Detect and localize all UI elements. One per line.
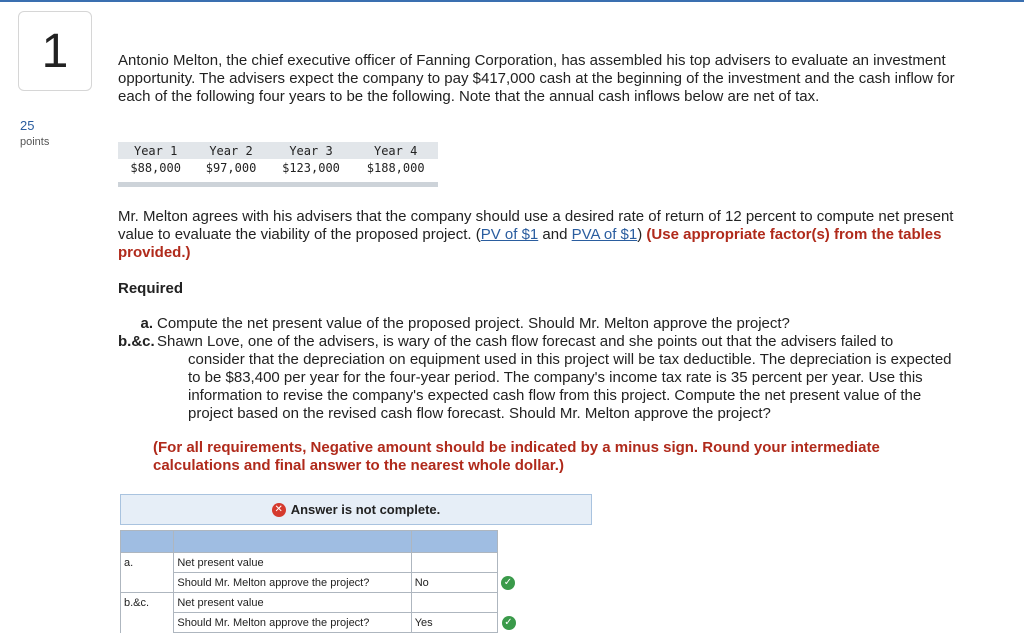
rate-paragraph (118, 208, 958, 262)
points-indicator (20, 118, 49, 150)
row-label (121, 613, 174, 633)
answer-header-cell (411, 531, 497, 553)
intro-text: Antonio Melton, the chief executive officer of Fanning Corporation, has assembled his top advisers to evaluate an investment opportunity. The advisers expect the company to pay $417,000 cash at the beginning of the investment and the cash inflow for each of the following four years to be the following. Note that the annual cash inflows below are net of tax. (118, 52, 955, 105)
rounding-note: (For all requirements, Negative amount should be indicated by a minus sign. Round your intermediate calculations and final answer to the nearest whole dollar.) (153, 439, 880, 474)
rate-text: Mr. Melton agrees with his advisers that the company should use a desired rate of return of 12 percent to compute net present value to evaluate the viability of the proposed project. ( (118, 208, 954, 243)
requirement-text-cont: consider that the depreciation on equipment used in this project will be tax deductible. The depreciation is expected to be $83,400 per year for the four-year period. The company's income tax rate is 35 percent per year. Use this information to revise the company's expected cash flow from this project. Compute the net present value of the project based on the revised cash flow forecast. Should Mr. Melton approve the project? (188, 351, 952, 422)
status-cell (498, 553, 520, 573)
status-cell (498, 573, 520, 593)
status-cell (498, 593, 520, 613)
row-label (121, 573, 174, 593)
requirement-item (118, 315, 958, 333)
row-label: b.&c. (121, 593, 174, 613)
row-description: Net present value (174, 593, 411, 613)
answer-header-cell (121, 531, 174, 553)
factor-instruction: (Use appropriate factor(s) from the tables provided.) (118, 226, 942, 261)
requirement-item (118, 333, 958, 423)
points-value: 25 (20, 118, 35, 133)
check-circle-icon: ✓ (502, 616, 516, 630)
points-label: points (20, 136, 50, 148)
pv-of-1-link[interactable]: PV of $1 (480, 226, 539, 243)
cash-table-value: $123,000 (282, 160, 340, 175)
cash-inflow-table (118, 142, 438, 187)
answer-header-cell (174, 531, 411, 553)
cash-table-header-row (118, 142, 438, 159)
npv-input-a[interactable] (411, 553, 497, 573)
top-divider (0, 0, 1024, 2)
cash-table-value: $88,000 (130, 160, 181, 175)
npv-input-bc[interactable] (411, 593, 497, 613)
cash-table-header: Year 4 (353, 142, 438, 159)
required-heading: Required (118, 280, 184, 297)
cash-table-value-row (118, 159, 438, 176)
row-description: Net present value (174, 553, 411, 573)
table-row (121, 553, 520, 573)
cash-table-header: Year 1 (118, 142, 193, 159)
question-intro (118, 52, 958, 106)
answer-table (120, 530, 520, 633)
table-row (121, 573, 520, 593)
requirements-list (118, 315, 958, 423)
requirement-text-block (153, 333, 952, 423)
banner-text: Answer is not complete. (290, 502, 441, 517)
status-cell (498, 613, 520, 633)
cash-table-header: Year 3 (269, 142, 354, 159)
x-circle-icon: ✕ (272, 503, 286, 517)
and-text: and (538, 226, 572, 243)
row-description: Should Mr. Melton approve the project? (174, 573, 411, 593)
table-row (121, 593, 520, 613)
row-label: a. (121, 553, 174, 573)
requirement-text: Shawn Love, one of the advisers, is wary of the cash flow forecast and she points out that the advisers failed to (157, 333, 894, 350)
close-paren: ) (637, 226, 643, 243)
check-circle-icon: ✓ (501, 576, 515, 590)
pva-of-1-link[interactable]: PVA of $1 (571, 226, 638, 243)
cash-table-value: $97,000 (205, 160, 257, 175)
requirement-label: a. (140, 315, 153, 332)
row-description: Should Mr. Melton approve the project? (174, 613, 411, 633)
requirement-label: b.&c. (118, 333, 155, 350)
answer-status-banner (120, 494, 592, 525)
answer-table-header-row (121, 531, 520, 553)
approve-select-a[interactable]: No (411, 573, 497, 593)
approve-select-bc[interactable]: Yes (411, 613, 497, 633)
question-number: 1 (18, 11, 92, 91)
table-bottom-bar (118, 182, 438, 187)
cash-table-value: $188,000 (366, 160, 425, 175)
answer-header-spacer (498, 531, 520, 553)
table-row (121, 613, 520, 633)
cash-table-header: Year 2 (193, 142, 268, 159)
requirement-text: Compute the net present value of the proposed project. Should Mr. Melton approve the project? (157, 315, 790, 332)
